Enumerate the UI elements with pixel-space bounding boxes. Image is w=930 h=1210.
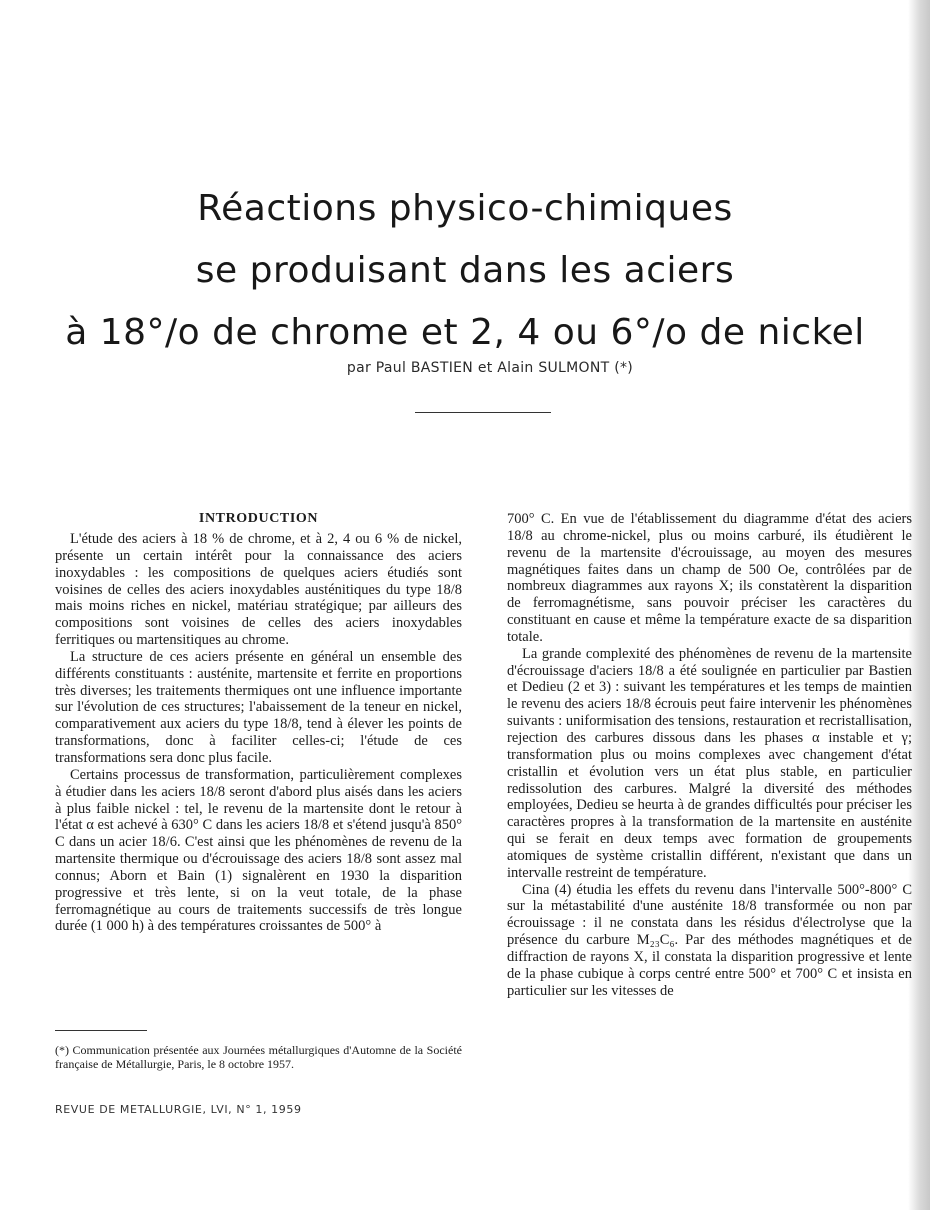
- article-title: [40, 178, 890, 364]
- right-column: [507, 511, 912, 999]
- title-line-3: à 18°/o de chrome et 2, 4 ou 6°/o de nickel: [65, 312, 865, 353]
- journal-footer: REVUE DE METALLURGIE, LVI, N° 1, 1959: [55, 1103, 302, 1116]
- paragraph: Certains processus de transformation, particulièrement complexes à étudier dans les aciers 18/8 seront d'abord plus aisés dans les aciers à plus faible nickel : tel, le revenu de la martensite dont le retour à l'état α est achevé à 630° C dans les aciers 18/8 et s'étend jusqu'à 850° C dans un acier 18/6. C'est ainsi que les phénomènes de revenu de la martensite thermique ou d'écrouissage des aciers 18/8 sont assez mal connus; Aborn et Bain (1) signalèrent en 1930 la disparition progressive et très lente, si on la veut totale, de la phase ferromagnétique au cours de traitements successifs de très longue durée (1 000 h) à des températures croissantes de 500° à: [55, 766, 462, 935]
- paragraph: La grande complexité des phénomènes de revenu de la martensite d'écrouissage d'aciers 18/8 a été soulignée en particulier par Bastien et Dedieu (2 et 3) : suivant les températures et les temps de maintien le revenu des aciers 18/8 écrouis peut faire intervenir les phénomènes suivants : uniformisation des tensions, restauration et recristallisation, rejection des carbures dissous dans les phases α instable et γ; transformation plus ou moins complexes avec changement d'état cristallin et évolution vers un état plus stable, en particulier redissolution des carbures. Malgré la diversité des méthodes employées, Dedieu se heurta à de grandes difficultés pour préciser les caractères propres à la transformation de la martensite en austénite qui se ferait en deux temps avec formation de groupements atomiques de système cristallin différent, n'existant que dans un intervalle restreint de température.: [507, 645, 912, 881]
- footnote: (*) Communication présentée aux Journées métallurgiques d'Automne de la Société française de Métallurgie, Paris, le 8 octobre 1957.: [55, 1043, 462, 1071]
- title-line-1: Réactions physico-chimiques: [197, 188, 733, 229]
- paragraph: L'étude des aciers à 18 % de chrome, et à 2, 4 ou 6 % de nickel, présente un certain intérêt pour la connaissance des aciers inoxydables : les compositions de quelques aciers étudiés sont voisines de celles des aciers inoxydables austénitiques du type 18/8 mais moins riches en nickel, matériau stratégique; par ailleurs des compositions sont voisines de celles des aciers inoxydables ferritiques ou martensitiques au chrome.: [55, 531, 462, 649]
- left-column: [55, 510, 462, 935]
- section-heading-introduction: INTRODUCTION: [198, 511, 319, 526]
- footnote-divider: [55, 1030, 147, 1031]
- paragraph: La structure de ces aciers présente en général un ensemble des différents constituants : austénite, martensite et ferrite en proportions très diverses; les traitements thermiques ont une influence importante sur l'évolution de ces structures; l'abaissement de la teneur en nickel, comparativement aux aciers du type 18/8, tend à élever les points de transformations, donc à faciliter celles-ci; l'étude de ces transformations sera donc plus facile.: [55, 648, 462, 766]
- title-divider: [415, 412, 551, 413]
- paragraph: 700° C. En vue de l'établissement du diagramme d'état des aciers 18/8 au chrome-nickel, plus ou moins carburé, ils étudièrent le revenu de la martensite d'écrouissage, au moyen des mesures magnétiques faites dans un champ de 500 Oe, contrôlées par de nombreux diagrammes aux rayons X; ils constatèrent la disparition de ferromagnétisme, sans pouvoir préciser les caractères du constituant en cause et même la température exacte de sa disparition totale.: [507, 511, 912, 645]
- paragraph: Cina (4) étudia les effets du revenu dans l'intervalle 500°-800° C sur la métastabilité d'une austénite 18/8 transformée ou non par écrouissage : il ne constata dans les résidus d'électrolyse que la présence du carbure M₂₃C₆. Par des méthodes magnétiques et de diffraction de rayons X, il constata la disparition progressive et lente de la phase cubique à corps centré entre 500° et 700° C et insista en particulier sur les vitesses de: [507, 881, 912, 999]
- title-line-2: se produisant dans les aciers: [195, 250, 735, 291]
- authors-byline: par Paul BASTIEN et Alain SULMONT (*): [346, 360, 634, 376]
